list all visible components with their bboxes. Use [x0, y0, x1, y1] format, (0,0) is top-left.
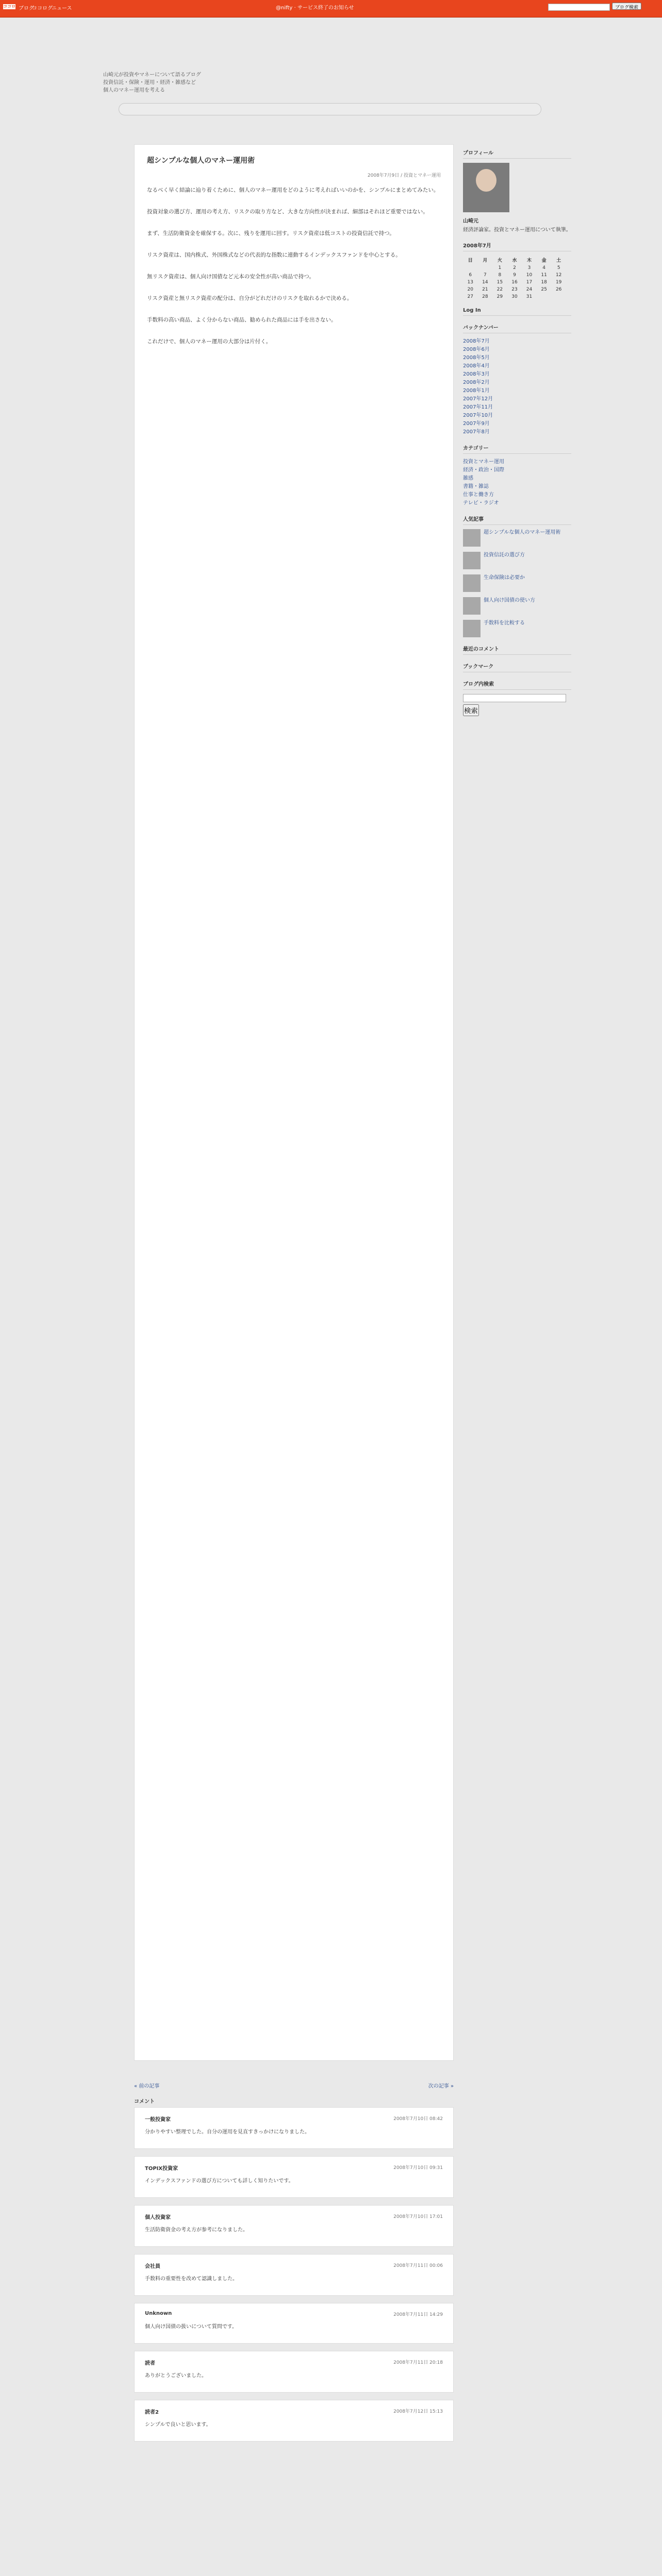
profile-desc: 経済評論家。投資とマネー運用について執筆。 — [463, 227, 571, 233]
archive-title: バックナンバー — [463, 323, 571, 333]
calendar-day[interactable]: 16 — [511, 280, 518, 285]
calendar-day[interactable]: 7 — [483, 273, 487, 278]
topbar-search-input[interactable] — [548, 4, 610, 11]
comment-date: 2008年7月11日 20:18 — [393, 2360, 443, 2365]
comment-header — [145, 2359, 443, 2366]
comment-header — [145, 2262, 443, 2269]
archive-item-link[interactable]: 2007年9月 — [463, 421, 490, 427]
archive-item-link[interactable]: 2007年8月 — [463, 429, 490, 435]
comment-header — [145, 2213, 443, 2221]
calendar-weekday: 月 — [483, 258, 488, 263]
comment-author[interactable]: TOPIX投資家 — [145, 2166, 178, 2172]
category-item[interactable] — [463, 466, 571, 474]
category-list — [463, 458, 571, 507]
calendar-day[interactable]: 30 — [511, 294, 518, 299]
calendar-weekday: 土 — [556, 258, 561, 263]
calendar-day[interactable]: 27 — [467, 294, 473, 299]
archive-item-link[interactable]: 2008年7月 — [463, 338, 490, 344]
comment-text: シンプルで良いと思います。 — [145, 2422, 211, 2428]
archive-item[interactable] — [463, 395, 571, 403]
calendar-day[interactable]: 13 — [467, 280, 473, 285]
calendar-day[interactable]: 4 — [542, 265, 545, 270]
archive-item-link[interactable]: 2008年2月 — [463, 380, 490, 385]
blog-search-button[interactable]: 検索 — [463, 704, 479, 716]
calendar-weekday: 金 — [541, 258, 547, 263]
calendar-weekday: 水 — [512, 258, 517, 263]
blog-search-title: ブログ内検索 — [463, 680, 571, 690]
archive-item-link[interactable]: 2007年12月 — [463, 396, 493, 402]
calendar-day[interactable]: 11 — [541, 273, 547, 278]
comment-author[interactable]: 読者 — [145, 2361, 155, 2366]
category-item-link[interactable]: テレビ・ラジオ — [463, 500, 499, 506]
calendar-title: 2008年7月 — [463, 241, 571, 251]
bookmark-widget — [463, 662, 571, 672]
comment-date: 2008年7月12日 15:13 — [393, 2409, 443, 2414]
comment-text: ありがとうございました。 — [145, 2373, 207, 2379]
calendar-weekday: 火 — [497, 258, 502, 263]
ranking-thumbnail — [463, 620, 481, 637]
comments-heading: コメント — [134, 2099, 155, 2105]
archive-item-link[interactable]: 2007年10月 — [463, 413, 493, 418]
service-notice-link[interactable]: @nifty · サービス終了のお知らせ — [276, 5, 354, 11]
category-item-link[interactable]: 書籍・雑誌 — [463, 484, 489, 489]
calendar-day[interactable]: 31 — [526, 294, 533, 299]
entry-paragraph: まず、生活防衛資金を確保する。次に、残りを運用に回す。リスク資産は低コストの投資信託で持つ。 — [147, 230, 395, 236]
topbar-link-blog[interactable]: ブログ — [19, 6, 34, 11]
sidebar — [463, 148, 571, 723]
comment-text: インデックスファンドの選び方についても詳しく知りたいです。 — [145, 2178, 294, 2184]
ranking-link[interactable]: 超シンプルな個人のマネー運用術 — [484, 530, 561, 535]
archive-item[interactable] — [463, 346, 571, 354]
category-item[interactable] — [463, 491, 571, 499]
calendar-day[interactable]: 15 — [496, 280, 503, 285]
topbar-link-news[interactable]: ニュース — [52, 6, 72, 11]
ranking-thumbnail — [463, 597, 481, 615]
calendar-day[interactable]: 28 — [482, 294, 488, 299]
recent-comments-title: 最近のコメント — [463, 645, 571, 655]
entry-paragraph: これだけで、個人のマネー運用の大部分は片付く。 — [147, 338, 272, 345]
comment-header — [145, 2115, 443, 2123]
calendar-day[interactable]: 12 — [555, 273, 562, 278]
archive-item[interactable] — [463, 379, 571, 387]
calendar-day[interactable]: 5 — [557, 265, 560, 270]
profile-photo — [463, 163, 509, 212]
archive-item-link[interactable]: 2008年4月 — [463, 363, 490, 369]
topbar-link-cocolog[interactable]: ココログ — [32, 6, 53, 11]
entry-meta: 2008年7月9日 / 投資とマネー運用 — [367, 173, 441, 178]
comment — [134, 2400, 454, 2442]
ranking-item[interactable] — [463, 597, 571, 615]
blog-search-input[interactable] — [463, 694, 566, 702]
nav-bar — [119, 103, 541, 115]
comment-header — [145, 2408, 443, 2415]
topbar-search — [548, 3, 641, 11]
ranking-link[interactable]: 投資信託の選び方 — [484, 552, 525, 558]
category-widget — [463, 444, 571, 507]
comment-text: 個人向け国債の扱いについて質問です。 — [145, 2324, 237, 2330]
category-item[interactable] — [463, 474, 571, 483]
calendar-day[interactable]: 14 — [482, 280, 488, 285]
category-item-link[interactable]: 雑感 — [463, 476, 473, 481]
archive-item-link[interactable]: 2008年1月 — [463, 388, 490, 394]
archive-widget — [463, 323, 571, 436]
archive-item[interactable] — [463, 428, 571, 436]
category-item[interactable] — [463, 458, 571, 466]
ranking-title: 人気記事 — [463, 515, 571, 525]
ranking-link[interactable]: 手数料を比較する — [484, 620, 525, 626]
entry-paragraph: リスク資産と無リスク資産の配分は、自分がどれだけのリスクを取れるかで決める。 — [147, 295, 353, 301]
entry-paragraph: リスク資産は、国内株式、外国株式などの代表的な指数に連動するインデックスファンドを中心とする。 — [147, 252, 401, 258]
tagline-line: 個人のマネー運用を考える — [103, 88, 165, 93]
comment — [134, 2303, 454, 2344]
profile-name: 山崎元 — [463, 218, 478, 224]
calendar-weekday: 日 — [468, 258, 473, 263]
entry-paragraph: なるべく早く結論に辿り着くために、個人のマネー運用をどのように考えればいいのかを、シンプルにまとめてみたい。 — [147, 187, 439, 193]
calendar-day[interactable]: 23 — [511, 287, 518, 292]
calendar-weekday: 木 — [527, 258, 532, 263]
comment-text: 生活防衛資金の考え方が参考になりました。 — [145, 2227, 248, 2233]
main-column — [134, 144, 454, 2061]
login-title[interactable]: Log In — [463, 308, 571, 316]
calendar-day[interactable]: 1 — [498, 265, 502, 270]
archive-item[interactable] — [463, 370, 571, 379]
blog-entry — [134, 144, 454, 2061]
archive-item-link[interactable]: 2007年11月 — [463, 404, 493, 410]
recent-comments-widget — [463, 645, 571, 655]
entry-paragraph: 投資対象の選び方、運用の考え方、リスクの取り方など、大きな方向性が決まれば、細部はそれほど重要ではない。 — [147, 209, 428, 215]
calendar-day[interactable]: 8 — [498, 273, 502, 278]
topbar-search-button[interactable]: ブログ検索 — [612, 3, 641, 10]
archive-item-link[interactable]: 2008年5月 — [463, 355, 490, 361]
calendar-day[interactable]: 17 — [526, 280, 533, 285]
comment-author[interactable]: 読者2 — [145, 2410, 159, 2415]
ranking-item[interactable] — [463, 620, 571, 637]
ranking-item[interactable] — [463, 574, 571, 592]
entry-pager — [134, 2081, 454, 2092]
ranking-thumbnail — [463, 529, 481, 547]
bookmark-title: ブックマーク — [463, 662, 571, 672]
blog-tagline — [103, 71, 289, 94]
login-widget — [463, 308, 571, 316]
cocolog-logo[interactable]: ココログ — [3, 4, 15, 14]
comment-header — [145, 2164, 443, 2172]
archive-item[interactable] — [463, 403, 571, 412]
calendar-day[interactable]: 24 — [526, 287, 533, 292]
comment — [134, 2107, 454, 2149]
archive-item-link[interactable]: 2008年6月 — [463, 347, 490, 352]
ranking-link[interactable]: 個人向け国債の使い方 — [484, 598, 535, 603]
tagline-line: 投資信託・保険・運用・経済・雑感など — [103, 80, 196, 86]
category-item[interactable] — [463, 483, 571, 491]
tagline-line: 山崎元が投資やマネーについて語るブログ — [103, 72, 201, 78]
comment — [134, 2156, 454, 2198]
archive-item-link[interactable]: 2008年3月 — [463, 371, 490, 377]
comment-author[interactable]: 一般投資家 — [145, 2117, 171, 2123]
category-item-link[interactable]: 経済・政治・国際 — [463, 467, 504, 473]
comments-list — [134, 2107, 454, 2449]
calendar-table — [463, 256, 566, 300]
calendar-widget — [463, 241, 571, 300]
calendar-day[interactable] — [478, 264, 493, 272]
calendar-day[interactable]: 18 — [541, 280, 547, 285]
comment-author[interactable]: Unknown — [145, 2311, 172, 2316]
category-title: カテゴリー — [463, 444, 571, 454]
ranking-widget — [463, 515, 571, 637]
comment-date: 2008年7月11日 14:29 — [393, 2312, 443, 2317]
archive-list — [463, 337, 571, 436]
ranking-item[interactable] — [463, 552, 571, 569]
prev-entry-link[interactable]: « 前の記事 — [134, 2083, 160, 2089]
category-item-link[interactable]: 仕事と働き方 — [463, 492, 494, 498]
comment-date: 2008年7月10日 09:31 — [393, 2165, 443, 2171]
comment — [134, 2351, 454, 2393]
calendar-day[interactable]: 20 — [467, 287, 473, 292]
comment-text: 手数料の重要性を改めて認識しました。 — [145, 2276, 238, 2282]
archive-item[interactable] — [463, 362, 571, 370]
comment-date: 2008年7月10日 17:01 — [393, 2214, 443, 2219]
next-entry-link[interactable]: 次の記事 » — [428, 2083, 454, 2089]
calendar-day[interactable]: 22 — [496, 287, 503, 292]
ranking-link[interactable]: 生命保険は必要か — [484, 575, 525, 581]
ranking-item[interactable] — [463, 529, 571, 547]
ranking-thumbnail — [463, 552, 481, 569]
calendar-day[interactable]: 19 — [555, 280, 562, 285]
comment-header — [145, 2311, 443, 2317]
archive-item[interactable] — [463, 387, 571, 395]
calendar-day[interactable]: 9 — [513, 273, 516, 278]
calendar-day[interactable]: 25 — [541, 287, 547, 292]
entry-paragraph: 無リスク資産は、個人向け国債など元本の安全性が高い商品で持つ。 — [147, 274, 315, 280]
comment — [134, 2205, 454, 2247]
comment-author[interactable]: 個人投資家 — [145, 2215, 171, 2221]
calendar-day[interactable] — [551, 293, 566, 300]
calendar-day[interactable] — [463, 264, 478, 272]
comment-date: 2008年7月10日 08:42 — [393, 2116, 443, 2122]
ranking-thumbnail — [463, 574, 481, 592]
entry-paragraph: 手数料の高い商品、よく分からない商品、勧められた商品には手を出さない。 — [147, 317, 337, 323]
profile-title: プロフィール — [463, 148, 571, 159]
archive-item[interactable] — [463, 337, 571, 346]
comment — [134, 2254, 454, 2296]
calendar-day[interactable]: 26 — [555, 287, 562, 292]
comment-author[interactable]: 会社員 — [145, 2264, 160, 2269]
category-item-link[interactable]: 投資とマネー運用 — [463, 459, 504, 465]
profile-widget — [463, 148, 571, 234]
calendar-day[interactable]: 6 — [469, 273, 472, 278]
calendar-day[interactable]: 21 — [482, 287, 488, 292]
calendar-day[interactable]: 2 — [513, 265, 516, 270]
calendar-day[interactable]: 3 — [527, 265, 531, 270]
calendar-day[interactable]: 10 — [526, 273, 533, 278]
entry-title[interactable]: 超シンプルな個人のマネー運用術 — [147, 157, 255, 165]
calendar-day[interactable] — [537, 293, 552, 300]
category-item[interactable] — [463, 499, 571, 507]
archive-item[interactable] — [463, 354, 571, 362]
search-widget — [463, 680, 571, 716]
archive-item[interactable] — [463, 420, 571, 428]
top-bar — [0, 0, 662, 18]
comment-text: 分かりやすい整理でした。自分の運用を見直すきっかけになりました。 — [145, 2129, 310, 2135]
archive-item[interactable] — [463, 412, 571, 420]
comment-date: 2008年7月11日 00:06 — [393, 2263, 443, 2268]
entry-body — [147, 184, 441, 347]
calendar-day[interactable]: 29 — [496, 294, 503, 299]
ranking-list — [463, 529, 571, 637]
